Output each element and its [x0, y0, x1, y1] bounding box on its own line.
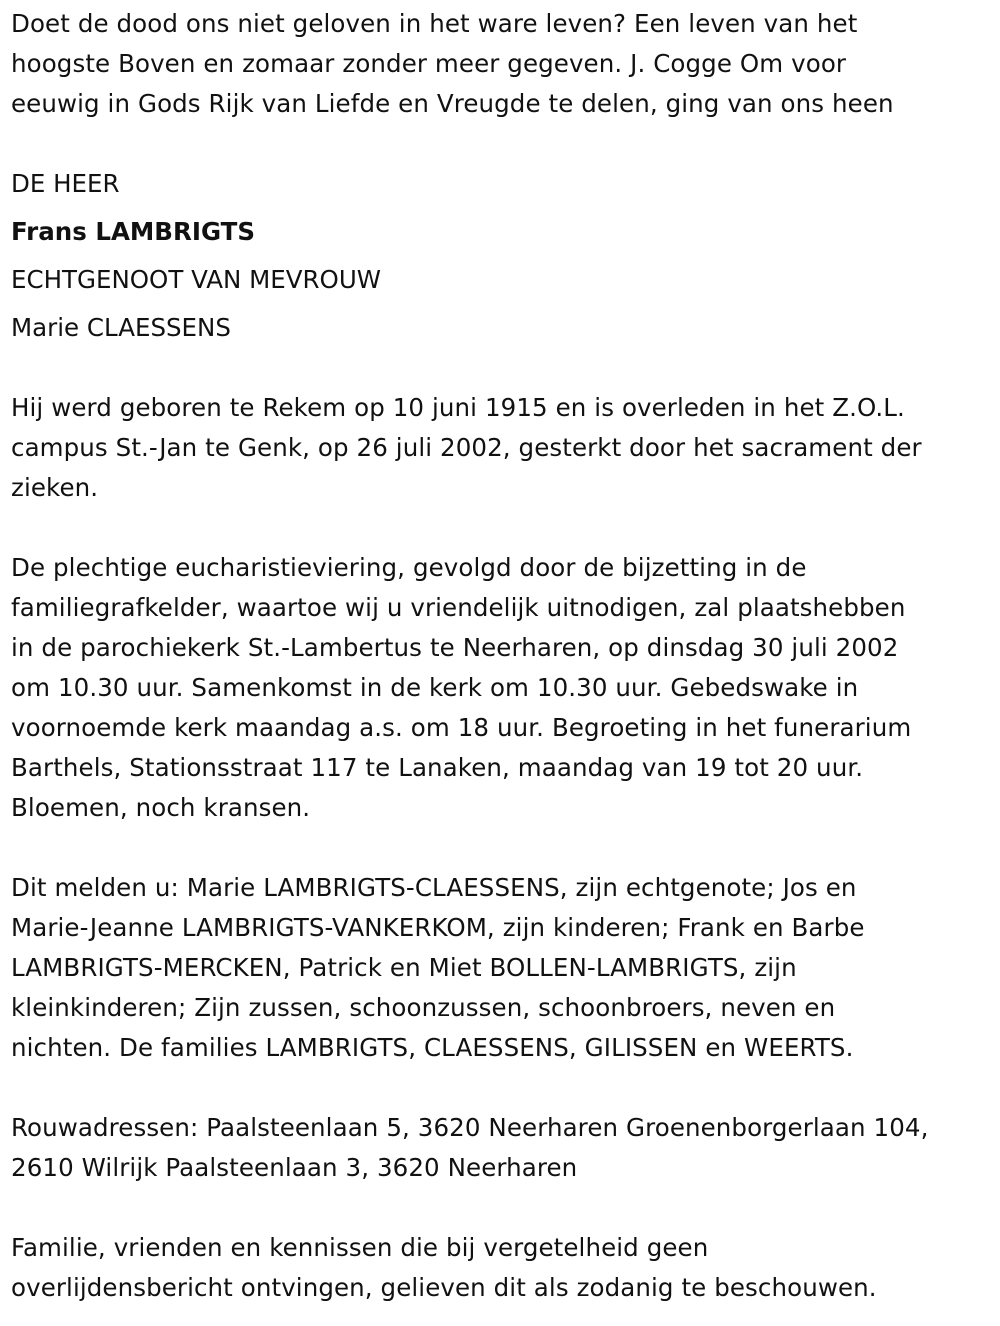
ceremony-line: voornoemde kerk maandag a.s. om 18 uur. Begroeting in het funerarium: [11, 713, 912, 742]
addresses-line: 2610 Wilrijk Paalsteenlaan 3, 3620 Neerharen: [11, 1153, 578, 1182]
spacer: [11, 1068, 993, 1108]
intro-line: Doet de dood ons niet geloven in het ware leven? Een leven van het: [11, 9, 858, 38]
spouse-title: ECHTGENOOT VAN MEVROUW: [11, 265, 382, 294]
ceremony-paragraph: [11, 548, 993, 828]
birth-death-line: campus St.-Jan te Genk, op 26 juli 2002, gesterkt door het sacrament der: [11, 433, 922, 462]
ceremony-line: De plechtige eucharistieviering, gevolgd door de bijzetting in de: [11, 553, 807, 582]
addresses-paragraph: [11, 1108, 993, 1188]
ceremony-line: Bloemen, noch kransen.: [11, 793, 311, 822]
family-line: nichten. De families LAMBRIGTS, CLAESSENS, GILISSEN en WEERTS.: [11, 1033, 854, 1062]
deceased-title: DE HEER: [11, 169, 120, 198]
ceremony-line: Barthels, Stationsstraat 117 te Lanaken, maandag van 19 tot 20 uur.: [11, 753, 864, 782]
ceremony-line: in de parochiekerk St.-Lambertus te Neerharen, op dinsdag 30 juli 2002: [11, 633, 899, 662]
ceremony-line: familiegrafkelder, waartoe wij u vriendelijk uitnodigen, zal plaatshebben: [11, 593, 906, 622]
family-line: Dit melden u: Marie LAMBRIGTS-CLAESSENS, zijn echtgenote; Jos en: [11, 873, 857, 902]
family-line: kleinkinderen; Zijn zussen, schoonzussen, schoonbroers, neven en: [11, 993, 836, 1022]
closing-line: overlijdensbericht ontvingen, gelieven dit als zodanig te beschouwen.: [11, 1273, 877, 1302]
spacer: [11, 1188, 993, 1228]
closing-paragraph: [11, 1228, 993, 1308]
spacer: [11, 348, 993, 388]
obituary-document: [11, 4, 993, 1308]
family-line: Marie-Jeanne LAMBRIGTS-VANKERKOM, zijn kinderen; Frank en Barbe: [11, 913, 865, 942]
deceased-block: [11, 160, 993, 352]
closing-line: Familie, vrienden en kennissen die bij vergetelheid geen: [11, 1233, 709, 1262]
spacer: [11, 828, 993, 868]
birth-death-paragraph: [11, 388, 993, 508]
birth-death-line: zieken.: [11, 473, 99, 502]
family-paragraph: [11, 868, 993, 1068]
family-line: LAMBRIGTS-MERCKEN, Patrick en Miet BOLLEN-LAMBRIGTS, zijn: [11, 953, 797, 982]
intro-line: eeuwig in Gods Rijk van Liefde en Vreugde te delen, ging van ons heen: [11, 89, 894, 118]
intro-paragraph: [11, 4, 993, 124]
addresses-line: Rouwadressen: Paalsteenlaan 5, 3620 Neerharen Groenenborgerlaan 104,: [11, 1113, 929, 1142]
spacer: [11, 508, 993, 548]
intro-line: hoogste Boven en zomaar zonder meer gegeven. J. Cogge Om voor: [11, 49, 847, 78]
spacer: [11, 124, 993, 164]
deceased-name: Frans LAMBRIGTS: [11, 217, 255, 246]
birth-death-line: Hij werd geboren te Rekem op 10 juni 1915 en is overleden in het Z.O.L.: [11, 393, 905, 422]
ceremony-line: om 10.30 uur. Samenkomst in de kerk om 10.30 uur. Gebedswake in: [11, 673, 859, 702]
spouse-name: Marie CLAESSENS: [11, 313, 231, 342]
